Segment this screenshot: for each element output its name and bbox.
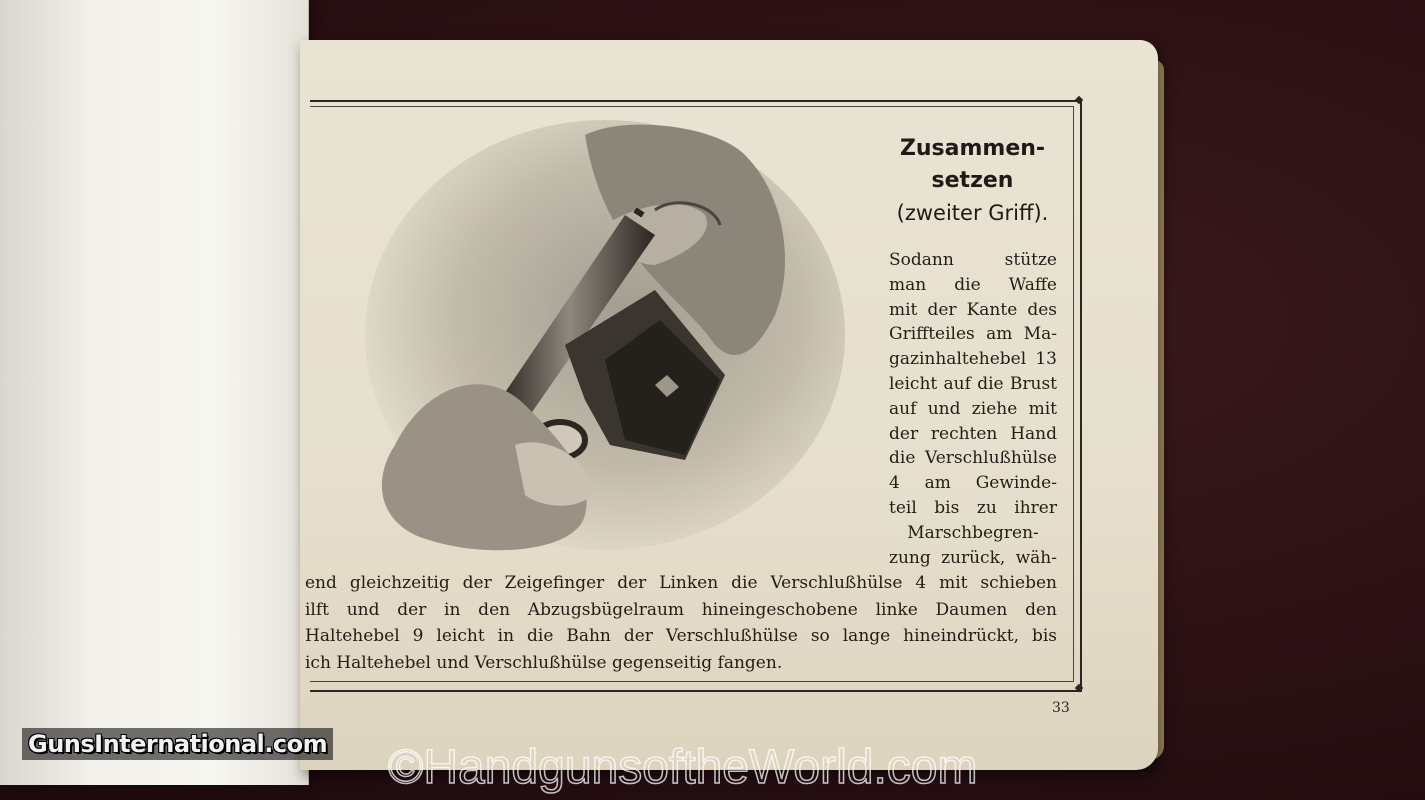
section-heading (880, 133, 1065, 229)
column-line: mit der Kante des (889, 299, 1057, 320)
hand-holding-pistol-icon (355, 115, 855, 560)
frame-rule-top (310, 106, 1074, 107)
column-line: die Verschlußhülse (889, 448, 1057, 469)
column-line: Marschbegren- (907, 522, 1039, 543)
column-line: teil bis zu ihrer (889, 497, 1057, 518)
heading-line-1: Zusammen- (899, 136, 1046, 161)
column-line: auf und ziehe mit (889, 398, 1057, 419)
frame-rule-bottom (310, 681, 1074, 682)
column-line: Griffteiles am Ma- (889, 324, 1057, 345)
column-line: leicht auf die Brust (889, 373, 1057, 394)
column-line: Sodann stütze (889, 250, 1057, 270)
column-line: man die Waffe (889, 274, 1057, 295)
column-line: zung zurück, wäh- (889, 547, 1057, 568)
page-number: 33 (1052, 700, 1070, 716)
wide-text (305, 570, 1057, 676)
column-text (889, 248, 1057, 570)
watermark-left: GunsInternational.com (22, 728, 333, 760)
wide-line: Haltehebel 9 leicht in die Bahn der Verschlußhülse so lange hineindrückt, bis (305, 626, 1057, 646)
wide-line: end gleichzeitig der Zeigefinger der Linken die Verschlußhülse 4 mit schieben (305, 573, 1057, 593)
heading-line-2: setzen (931, 168, 1014, 193)
column-line: der rechten Hand (889, 423, 1057, 444)
column-line: gazinhaltehebel 13 (889, 349, 1057, 370)
left-page (0, 0, 309, 785)
wide-line: ilft und der in den Abzugsbügelraum hineingeschobene linke Daumen den (305, 599, 1057, 620)
watermark-center: ©HandgunsoftheWorld.com (388, 741, 978, 794)
frame-rule-right (1073, 106, 1074, 681)
heading-line-3: (zweiter Griff). (896, 201, 1049, 225)
wide-line: ich Haltehebel und Verschlußhülse gegenseitig fangen. (305, 652, 783, 673)
column-line: 4 am Gewinde- (889, 473, 1057, 494)
